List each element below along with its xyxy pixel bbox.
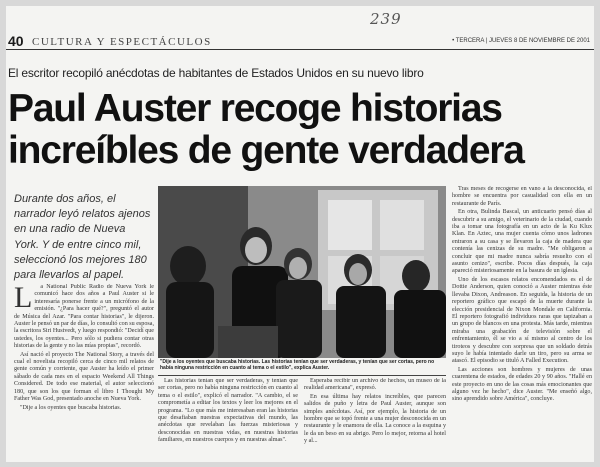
paragraph: Uno de los escasos relatos encomendados es el de Dottie Anderson, quien conoció a Auster mientras éste llevaba Dixon, Andreason. En seguida, la historia de un reportero gráfico que escapó de la muerte durante la elección presidencial de Nixon Mondale en California. El reportero fotografió individuos raras que tapizaban a un grupo de blancos en una protesta. Más tarde, mientras miraba una grabación de televisión sobre el enfrentamiento, él se vio a sí mismo al centro de los tiroteos y descubre con sorpresa que un soldado detrás suyo le había intentado darle un tiro, pero su arma se atascó. El episodio se tituló A Falled Execution. [452,276,592,365]
paragraph: Tras meses de recogerse en vano a la desconocida, el hombre se encuentra por casualidad con ella en un restaurante de París. [452,186,592,207]
handwritten-page-note: 239 [370,10,402,28]
article-column-2 [158,378,298,462]
page-number: 40 [8,33,24,49]
paragraph: Así nació el proyecto The National Story, a través del cual el novelista recopiló cerca de cinco mil relatos de gente común y corriente, que Auster ha leído el primer sábado de cada mes en el espacio Weekend All Things Considered. De todo ese material, el autor seleccionó 180, que son los que forman el libro I Thought My Father Was God, presentado anoche en Nueva York. [14,351,154,403]
headline: Paul Auster recoge historias increíbles de gente verdadera [8,87,524,172]
paragraph: a National Public Radio de Nueva York le comunicó hace dos años a Paul Auster si le interesaría ponerse frente a un micrófono de la emisión. "¿Para hacer qué?", preguntó el autor de Música del Azar. "Para contar historias", le dijeron. Auster le pensó un par de días, lo consultó con su esposa, la escritora Siri Hustvedt, y luego respondió: "Decidí que ustedes, los oyentes... Pero sólo si pudiera contar otras historias de la gente y no las mías propias", recordó. [14,284,154,350]
article-column-4 [452,186,592,462]
article-column-3 [304,378,446,462]
lede: Durante dos años, el narrador leyó relatos ajenos en una radio de Nueva York. Y de entre cinco mil, seleccionó los mejores 180 para llevarlos al papel. [14,193,151,282]
article-photo [158,186,446,358]
article-column-1 [14,284,154,462]
section-title: CULTURA Y ESPECTÁCULOS [32,36,212,48]
drop-cap: L [14,284,33,314]
paragraph: Las historias tenían que ser verdaderas, y tenían que ser cortas, pero no había ninguna restricción en cuanto al tema o el estilo", explicó el narrador. "A cambio, el se comprometía a editar los textos y leer los mejores en el programa. "Lo que más me interesaban eran las historias que desafiaban nuestras expectativas del mundo, las anécdotas que revelaban las fuerzas misteriosas y desconocidas en nuestras vidas, en nuestras historias familiares, en nuestros cuerpos y en nuestras almas". [158,378,298,444]
photo-illustration [158,186,446,358]
paragraph: "Dije a los oyentes que buscaba historias. [20,404,122,411]
page-header [6,34,594,50]
paragraph: En esa última hay relatos increíbles, que parecen salidos de puño y letra de Paul Auster, aunque son simples anécdotas. Así, por ejemplo, la historia de un hombre que se topó frente a una mujer desconocida en un restaurante y le enamora de ella. La conoce a la esquina y le da un beso en su abrigo. Pero lo mejor, retorna al hotel y al... [304,393,446,445]
newspaper-page [6,6,594,462]
paragraph: En otra, Bulinda Bascal, un anticuario pensó días al descubrir a su amigo, el veterinario de la ciudad, cuando iba a tomar una fotografía en un acto de la Ku Klux Klan. En Aztec, una mujer cuenta cómo unos ladrones entraron a su casa y se llevaron la caja de madera que contenía las cenizas de su madre. "Me obligaron a concluir que mi madre nunca sabría resuelto con el asunto cenizo", escribe. Pocos días después, la caja apareció misteriosamente en la basura de un iglesia. [452,209,592,275]
paragraph: Esperaba recibir un archivo de hechos, un museo de la realidad americana", expresó. [304,378,446,392]
photo-caption: "Dije a los oyentes que buscaba historias. Las historias tenían que ser verdaderas, y tenían que ser cortas, pero no había ninguna restricción en cuanto al tema o el estilo", explica Auster. [158,358,446,376]
paragraph: Las acciones son hombres y mujeres de unas cuarentena de estados, de edades 20 y 90 años. "Hallé en este proyecto en uno de las cosas más emocionantes que alguno vez he hecho", dice Auster. "Me enseñó algo, sino aprendido sobre América", concluye. [452,366,592,403]
dateline: • TERCERA | JUEVES 8 DE NOVIEMBRE DE 2001 [452,38,590,44]
kicker: El escritor recopiló anécdotas de habitantes de Estados Unidos en su nuevo libro [8,66,424,80]
